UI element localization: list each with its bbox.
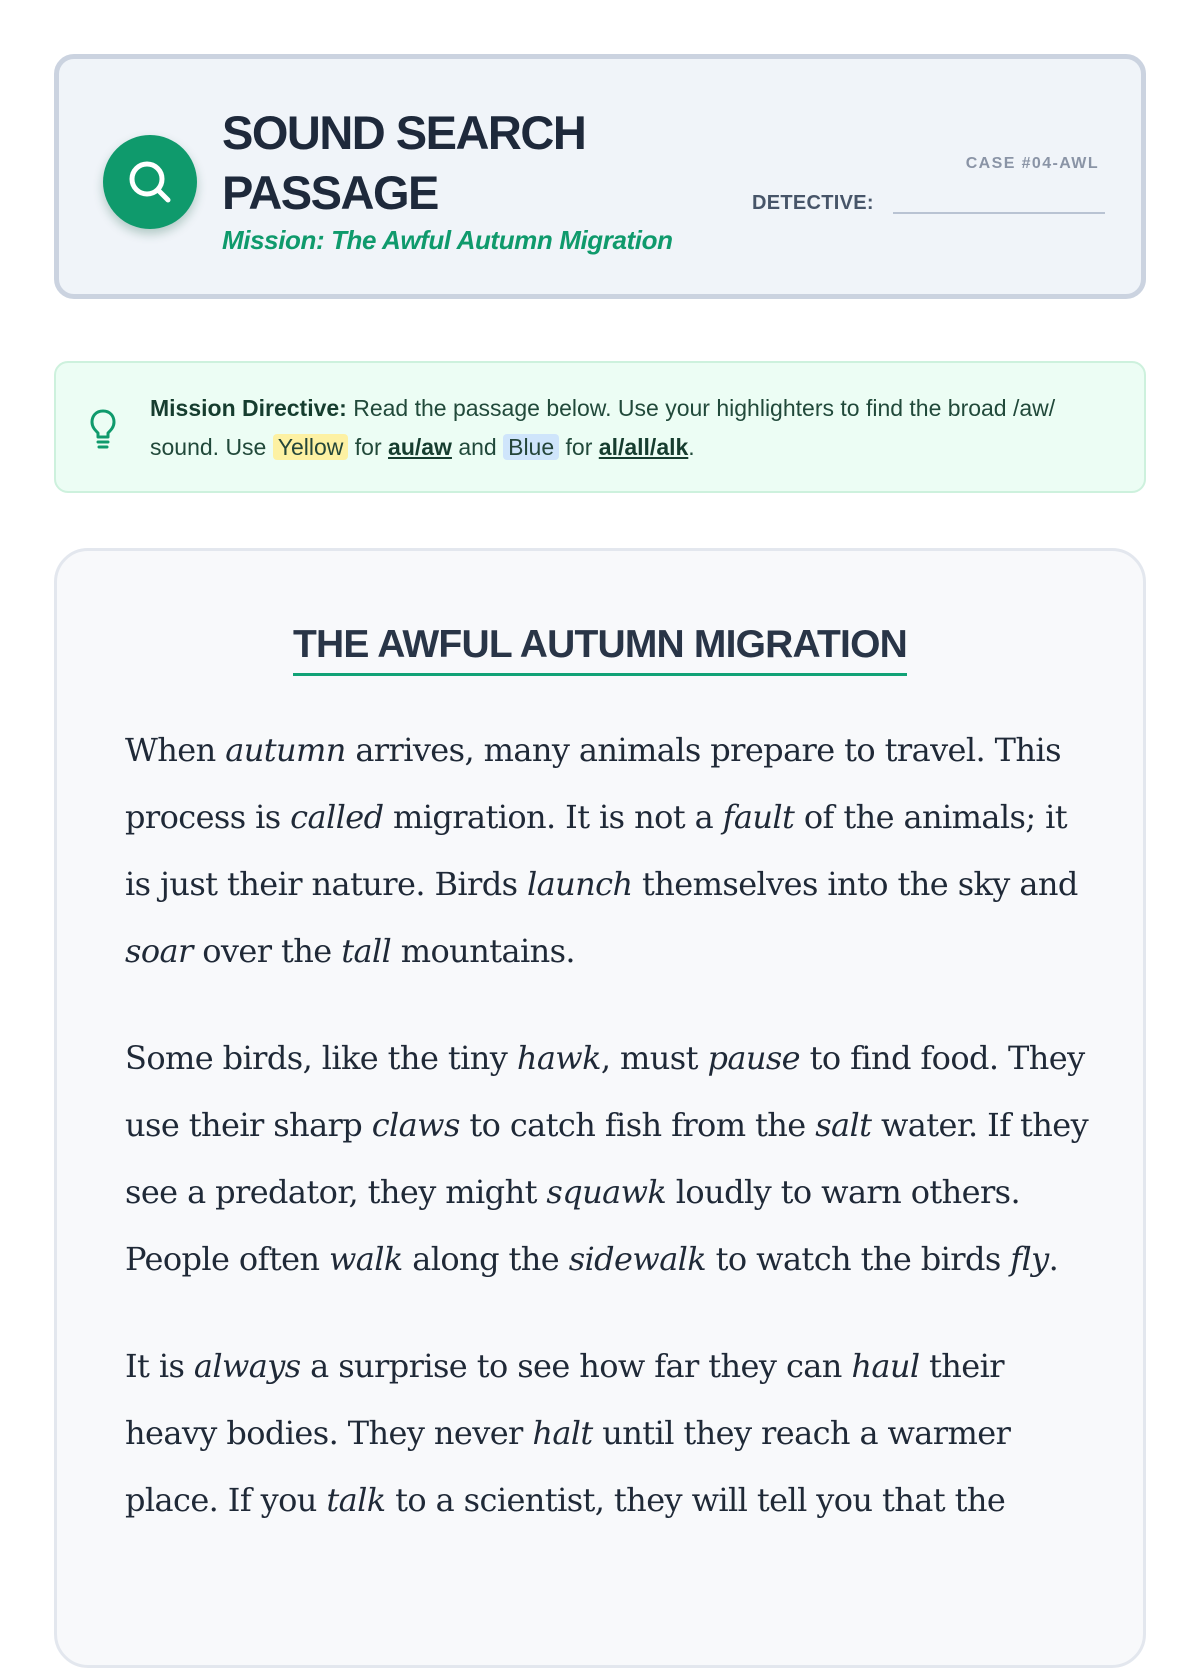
passage-text: until they reach a warmer place. If you [125,1414,1011,1519]
target-word[interactable]: sidewalk [568,1240,707,1278]
passage-text: themselves into the sky and [632,865,1078,903]
passage-text: of the animals; it is just their nature. Birds [125,798,1067,903]
passage-text: Some birds, like the tiny [125,1039,517,1077]
passage-text: It is [125,1347,194,1385]
search-icon [103,135,197,229]
target-word[interactable]: halt [532,1414,593,1452]
passage-paragraph [125,1025,1095,1293]
page-title: SOUND SEARCH PASSAGE [222,106,586,219]
detective-label: DETECTIVE: [752,192,874,214]
target-word[interactable]: tall [341,932,392,970]
passage-text: over the [192,932,342,970]
passage-text: a surprise to see how far they can [300,1347,852,1385]
target-word[interactable]: hawk [516,1039,601,1077]
passage-text: arrives, many animals prepare to travel. This process is [125,731,1061,836]
detective-name-field[interactable] [893,212,1105,214]
case-id: CASE #04-AWL [965,155,1099,172]
directive-instructions: Read the passage below. Use your highlighters to find the broad /aw/ sound. Use [150,395,1056,460]
passage-text: loudly to warn others. People often [125,1173,1021,1278]
mission-directive [54,361,1146,493]
directive-for-2: for [565,434,593,460]
passage-text: , must [600,1039,708,1077]
passage-text: to a scientist, they will tell you that the [385,1481,1006,1519]
pattern-al-all-alk: al/all/alk [598,434,689,460]
passage-text: their heavy bodies. They never [125,1347,1004,1452]
directive-end: . [688,434,695,460]
blue-highlight-label: Blue [503,434,559,460]
passage-text: . [1048,1240,1059,1278]
target-word[interactable]: fly [1010,1240,1049,1278]
passage-text: mountains. [391,932,575,970]
target-word[interactable]: called [290,798,384,836]
target-word[interactable]: talk [326,1481,386,1519]
directive-and: and [458,434,497,460]
header-card [54,54,1146,299]
target-word[interactable]: walk [329,1240,403,1278]
passage-body [125,717,1095,1574]
mission-subtitle: Mission: The Awful Autumn Migration [222,225,673,255]
target-word[interactable]: autumn [225,731,346,769]
passage-paragraph [125,717,1095,985]
passage-text: to find food. They use their sharp [125,1039,1085,1144]
passage-text: water. If they see a predator, they might [125,1106,1089,1211]
passage-card [54,548,1146,1668]
passage-title: THE AWFUL AUTUMN MIGRATION [293,623,907,676]
directive-label: Mission Directive: [150,395,347,421]
target-word[interactable]: launch [526,865,633,903]
target-word[interactable]: soar [125,932,193,970]
passage-text: to watch the birds [706,1240,1011,1278]
target-word[interactable]: squawk [546,1173,667,1211]
passage-text: migration. It is not a [383,798,723,836]
target-word[interactable]: haul [851,1347,920,1385]
lightbulb-icon [88,407,118,451]
target-word[interactable]: claws [371,1106,460,1144]
directive-text [150,389,1100,467]
passage-text: along the [402,1240,569,1278]
target-word[interactable]: salt [815,1106,872,1144]
target-word[interactable]: always [193,1347,301,1385]
yellow-highlight-label: Yellow [273,434,349,460]
directive-for-1: for [354,434,382,460]
pattern-au-aw: au/aw [388,434,452,460]
target-word[interactable]: pause [707,1039,800,1077]
passage-paragraph [125,1333,1095,1534]
passage-text: When [125,731,226,769]
passage-text: to catch fish from the [459,1106,816,1144]
target-word[interactable]: fault [722,798,795,836]
